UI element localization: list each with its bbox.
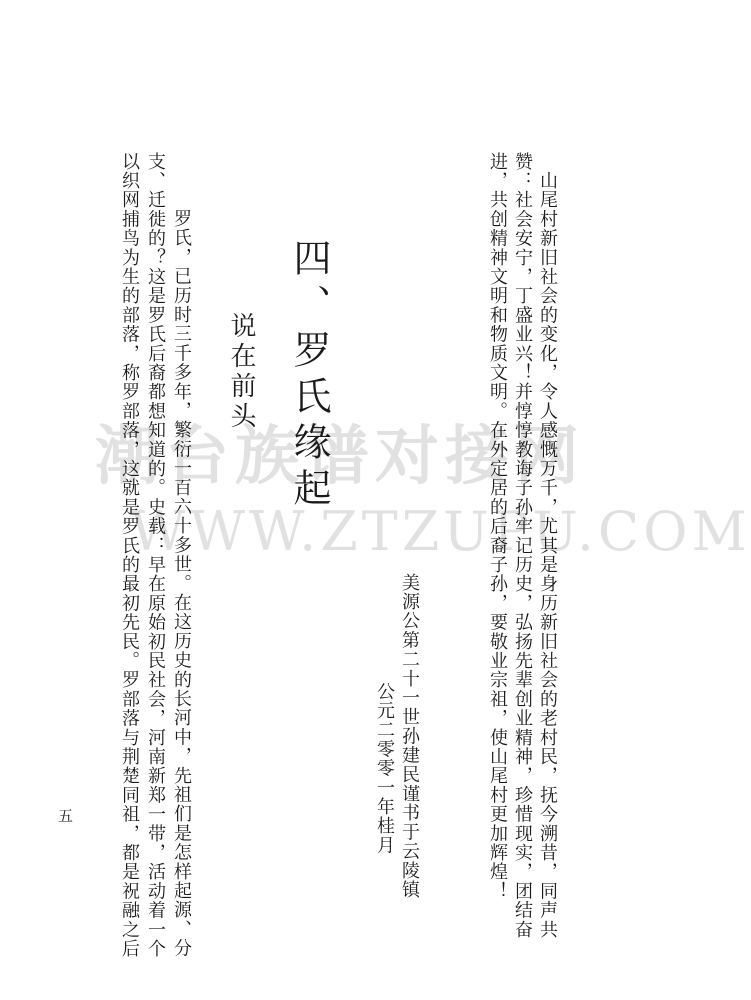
author-signature: 美源公第二十一世孙建民谨书于云陵镇	[399, 573, 420, 900]
body-paragraph-line-3: 以织网捕鸟为生的部落，称罗部落，这就是罗氏的最初先民。罗部落与荆楚同祖，都是祝融之后	[119, 152, 140, 959]
page-number: 五	[58, 807, 74, 825]
right-paragraph-line-2: 赞：社会安宁，丁盛业兴！并惇惇教诲子孙牢记历史，弘扬先辈创业精神，珍惜现实，团结奋	[512, 152, 533, 940]
watermark-text: 潮台族谱对接网	[95, 419, 585, 494]
right-paragraph-line-1: 山尾村新旧社会的变化，令人感慨万千，尤其是身历新旧社会的老村民，抚今溯昔，同声共	[537, 152, 558, 940]
body-paragraph-line-2: 支、迁徙的？这是罗氏后裔都想知道的。史载：早在原始初民社会，河南新郑一带，活动着一个	[145, 152, 166, 959]
watermark-url: WWW.ZTZUPU.COM	[130, 500, 751, 563]
author-date: 公元二零零一年桂月	[374, 682, 395, 855]
section-subtitle: 说在前头	[226, 312, 256, 432]
right-paragraph-line-3: 进，共创精神文明和物质文明。在外定居的后裔子孙，要敬业宗祖，使山尾村更加辉煌！	[487, 152, 508, 901]
chapter-title: 四、罗氏缘起	[287, 238, 331, 514]
body-paragraph-line-1: 罗氏，已历时三千多年，繁衍一百六十多世。在这历史的长河中，先祖们是怎样起源、分	[171, 190, 192, 958]
